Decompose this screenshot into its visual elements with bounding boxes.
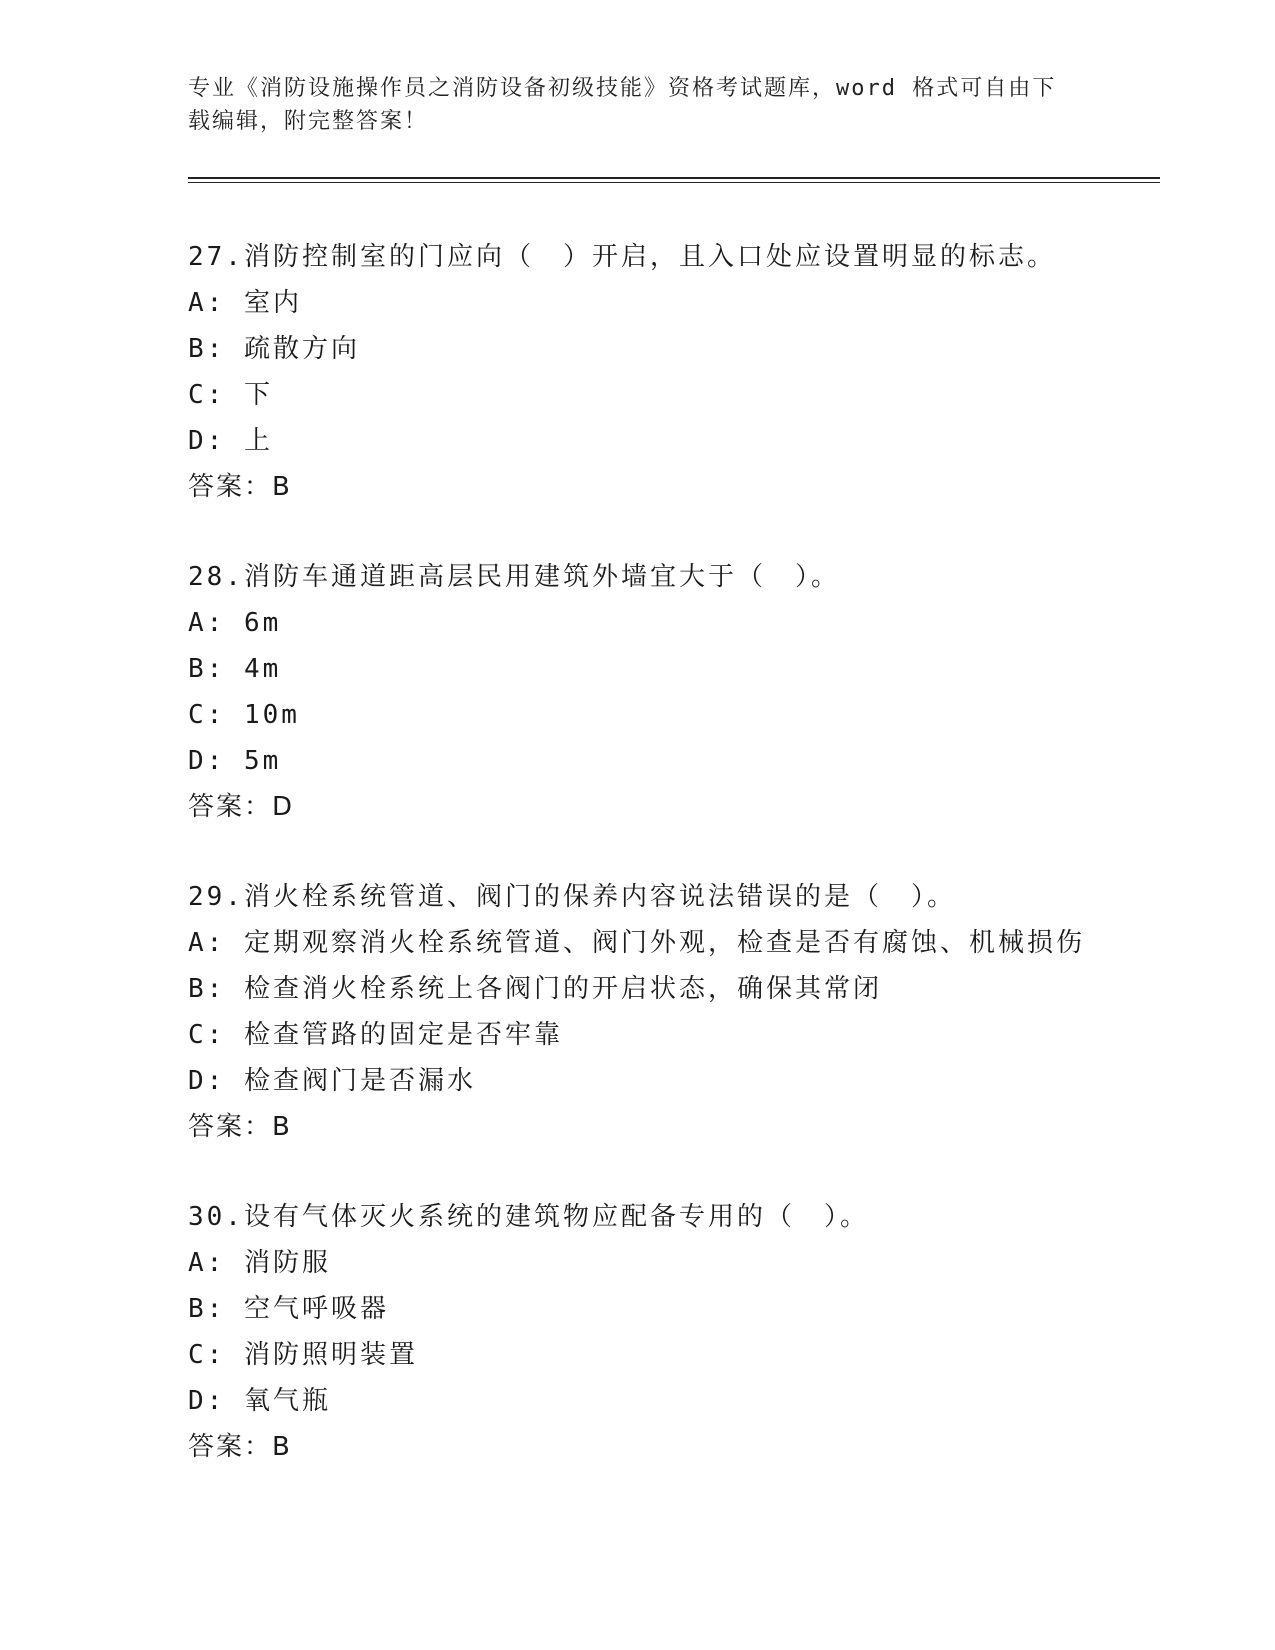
option-b [188,966,1148,1012]
option-text: 检查管路的固定是否牢靠 [243,1020,563,1050]
header-divider-thick [188,177,1160,179]
option-letter: C: [188,1340,226,1370]
option-letter: B: [188,654,226,684]
option-c [188,692,1148,738]
option-text: 下 [243,380,273,410]
option-a [188,280,1148,326]
option-letter: D: [188,746,226,776]
option-text: 5m [243,746,282,776]
option-text: 定期观察消火栓系统管道、阀门外观，检查是否有腐蚀、机械损伤 [243,928,1085,958]
option-text: 检查阀门是否漏水 [243,1066,476,1096]
option-text: 4m [243,654,282,684]
option-d [188,1378,1148,1424]
option-c [188,1012,1148,1058]
question-29 [188,874,1148,1194]
option-a [188,920,1148,966]
option-letter: C: [188,700,226,730]
option-c [188,372,1148,418]
option-b [188,326,1148,372]
question-30 [188,1194,1148,1514]
question-stem: 29.消火栓系统管道、阀门的保养内容说法错误的是（ ）。 [188,882,956,912]
question-list [188,234,1148,1514]
question-stem: 28.消防车通道距高层民用建筑外墙宜大于（ ）。 [188,562,840,592]
question-stem: 30.设有气体灭火系统的建筑物应配备专用的（ ）。 [188,1202,869,1232]
option-letter: A: [188,928,226,958]
question-28 [188,554,1148,874]
option-text: 10m [243,700,300,730]
option-letter: D: [188,1066,226,1096]
option-letter: B: [188,1294,226,1324]
option-text: 6m [243,608,282,638]
answer: 答案：D [188,792,295,822]
option-letter: A: [188,288,226,318]
option-letter: D: [188,1386,226,1416]
option-text: 氧气瓶 [243,1386,331,1416]
header-divider-thin [188,182,1160,183]
answer: 答案：B [188,1432,292,1462]
option-letter: D: [188,426,226,456]
option-letter: A: [188,608,226,638]
option-c [188,1332,1148,1378]
option-a [188,600,1148,646]
option-text: 消防照明装置 [243,1340,418,1370]
option-text: 室内 [243,288,302,318]
document-header [188,72,1068,138]
option-letter: B: [188,974,226,1004]
question-27 [188,234,1148,554]
option-d [188,418,1148,464]
option-letter: C: [188,380,226,410]
option-text: 上 [243,426,273,456]
option-text: 疏散方向 [243,334,360,364]
answer: 答案：B [188,472,292,502]
header-line-2: 载编辑，附完整答案！ [188,109,429,134]
option-letter: A: [188,1248,226,1278]
option-d [188,1058,1148,1104]
header-line-1: 专业《消防设施操作员之消防设备初级技能》资格考试题库，word 格式可自由下 [188,76,1057,101]
answer: 答案：B [188,1112,292,1142]
option-b [188,1286,1148,1332]
option-text: 检查消火栓系统上各阀门的开启状态，确保其常闭 [243,974,882,1004]
question-stem: 27.消防控制室的门应向（ ）开启，且入口处应设置明显的标志。 [188,242,1056,272]
option-a [188,1240,1148,1286]
option-d [188,738,1148,784]
option-text: 空气呼吸器 [243,1294,389,1324]
option-letter: B: [188,334,226,364]
option-letter: C: [188,1020,226,1050]
option-b [188,646,1148,692]
option-text: 消防服 [243,1248,331,1278]
